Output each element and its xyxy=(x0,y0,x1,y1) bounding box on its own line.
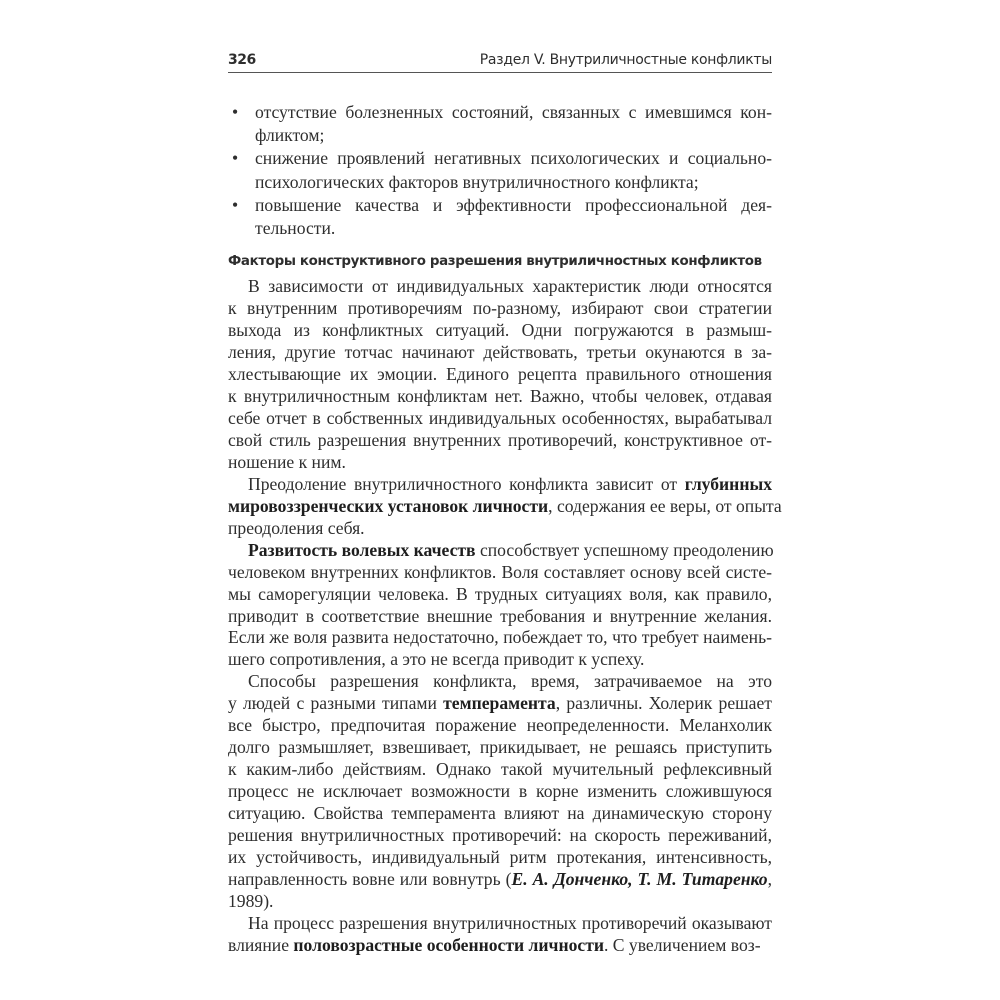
page-body xyxy=(228,101,782,957)
section-title: Раздел V. Внутриличностные конфликты xyxy=(479,52,772,68)
emphasized-text: мировоззренческих установок личности xyxy=(228,495,549,516)
paragraph xyxy=(228,671,772,912)
emphasized-text: глубинных xyxy=(684,473,772,494)
text-line xyxy=(255,101,772,124)
text-segment: себе отчет в собственных индивидуальных особенностях, вырабатывал xyxy=(228,407,772,428)
emphasized-text: Е. А. Донченко, Т. М. Титаренко xyxy=(511,868,768,889)
text-segment: выхода из конфликтных ситуаций. Одни погружаются в размыш- xyxy=(228,320,772,341)
text-line xyxy=(228,913,772,935)
text-segment: Способы разрешения конфликта, время, затрачиваемое на это xyxy=(248,671,772,692)
text-segment: . С увеличением воз- xyxy=(604,934,761,955)
text-segment: решения внутриличностных противоречий: на скорость переживаний, xyxy=(228,825,772,846)
text-line xyxy=(228,320,772,342)
text-segment: , xyxy=(767,868,773,889)
text-line xyxy=(228,452,772,474)
text-segment: к внутренним противоречиям по-разному, избирают свои стратегии xyxy=(228,298,772,319)
text-line xyxy=(255,194,772,217)
emphasized-text: Развитость волевых качеств xyxy=(248,539,476,560)
bullet-list xyxy=(228,101,772,240)
text-segment: хлестывающие их эмоции. Единого рецепта правильного отношения xyxy=(228,364,772,385)
text-segment: психологических факторов внутриличностного конфликта; xyxy=(255,171,699,192)
text-line xyxy=(228,606,772,628)
text-line xyxy=(228,737,772,759)
text-line xyxy=(228,495,782,518)
text-line xyxy=(228,869,772,891)
text-line xyxy=(228,518,772,540)
text-line xyxy=(228,627,772,649)
text-segment: долго размышляет, взвешивает, прикидывает, не решаясь приступить xyxy=(228,737,772,758)
bullet-item xyxy=(228,101,772,147)
text-segment: , содержания ее веры, от опыта xyxy=(548,495,782,516)
bullet-icon: • xyxy=(232,148,239,169)
text-segment: шего сопротивления, а это не всегда приводит к успеху. xyxy=(228,649,645,670)
text-line xyxy=(228,715,772,737)
text-line xyxy=(228,364,772,386)
text-segment: Если же воля развита недостаточно, побеждает то, что требует наимень- xyxy=(228,627,772,648)
text-line xyxy=(228,649,772,671)
text-segment: ления, другие тотчас начинают действовать, третьи окунаются в за- xyxy=(228,342,772,363)
text-segment: к внутриличностным конфликтам нет. Важно, чтобы человек, отдавая xyxy=(228,385,772,406)
text-segment: у людей с разными типами xyxy=(228,693,444,714)
text-line xyxy=(228,276,772,298)
text-segment: повышение качества и эффективности профессиональной дея- xyxy=(255,194,772,215)
text-segment: преодоления себя. xyxy=(228,517,365,538)
text-line xyxy=(255,124,772,147)
text-segment: снижение проявлений негативных психологических и социально- xyxy=(255,148,772,169)
text-segment: На процесс разрешения внутриличностных противоречий оказывают xyxy=(248,912,772,933)
text-line xyxy=(228,693,772,715)
text-line xyxy=(228,584,772,606)
bullet-item xyxy=(228,147,772,193)
text-segment: 1989). xyxy=(228,890,274,911)
text-line xyxy=(228,386,772,408)
text-line xyxy=(255,171,772,194)
bullet-icon: • xyxy=(232,102,239,122)
text-line xyxy=(228,891,772,913)
text-line xyxy=(228,474,772,496)
text-line xyxy=(228,825,772,847)
bullet-icon: • xyxy=(232,194,239,215)
paragraphs xyxy=(228,276,782,957)
text-segment: ношение к ним. xyxy=(228,451,346,472)
text-line xyxy=(228,408,772,430)
text-segment: процесс не исключает возможности в корне изменить сложившуюся xyxy=(228,781,772,802)
text-segment: , различны. Холерик решает xyxy=(555,693,772,714)
text-line xyxy=(228,935,772,957)
text-segment: ситуацию. Свойства темперамента влияют на динамическую сторону xyxy=(228,803,772,824)
paragraph xyxy=(228,276,772,474)
text-segment: фликтом; xyxy=(255,125,325,146)
text-line xyxy=(228,342,772,364)
text-line xyxy=(228,562,772,584)
text-line xyxy=(228,803,772,825)
paragraph xyxy=(228,540,772,672)
section-heading: Факторы конструктивного разрешения внутриличностных конфликтов xyxy=(228,254,762,270)
text-segment: мы саморегуляции человека. В трудных ситуациях воля, как правило, xyxy=(228,583,772,604)
text-line xyxy=(228,847,772,869)
text-line xyxy=(255,217,772,240)
text-segment: В зависимости от индивидуальных характеристик люди относятся xyxy=(248,276,772,297)
text-segment: тельности. xyxy=(255,218,336,239)
text-segment: человеком внутренних конфликтов. Воля составляет основу всей систе- xyxy=(228,561,772,582)
text-segment: способствует успешному преодолению xyxy=(475,539,774,560)
emphasized-text: темперамента xyxy=(443,693,556,714)
text-segment: отсутствие болезненных состояний, связанных с имевшимся кон- xyxy=(255,102,772,122)
text-line xyxy=(228,781,772,803)
text-line xyxy=(228,298,772,320)
text-line xyxy=(228,759,772,781)
text-line xyxy=(255,147,772,170)
text-line xyxy=(228,430,772,452)
text-line xyxy=(228,540,772,562)
text-segment: все быстро, предпочитая поражение неопределенности. Меланхолик xyxy=(228,715,772,736)
running-header xyxy=(228,50,772,73)
text-segment: к каким-либо действиям. Однако такой мучительный рефлексивный xyxy=(228,759,772,780)
bullet-item xyxy=(228,194,772,240)
text-segment: влияние xyxy=(228,934,294,955)
text-segment: свой стиль разрешения внутренних противоречий, конструктивное от- xyxy=(228,429,772,450)
emphasized-text: половозрастные особенности личности xyxy=(293,934,604,955)
text-segment: направленность вовне или вовнутрь ( xyxy=(228,868,512,889)
text-line xyxy=(228,671,772,693)
text-segment: их устойчивость, индивидуальный ритм протекания, интенсивность, xyxy=(228,847,772,867)
text-segment: приводит в соответствие внешние требования и внутренние желания. xyxy=(228,605,772,626)
text-segment: Преодоление внутриличностного конфликта зависит от xyxy=(248,473,685,494)
paragraph xyxy=(228,473,782,540)
paragraph xyxy=(228,913,772,957)
page-number: 326 xyxy=(228,52,256,68)
